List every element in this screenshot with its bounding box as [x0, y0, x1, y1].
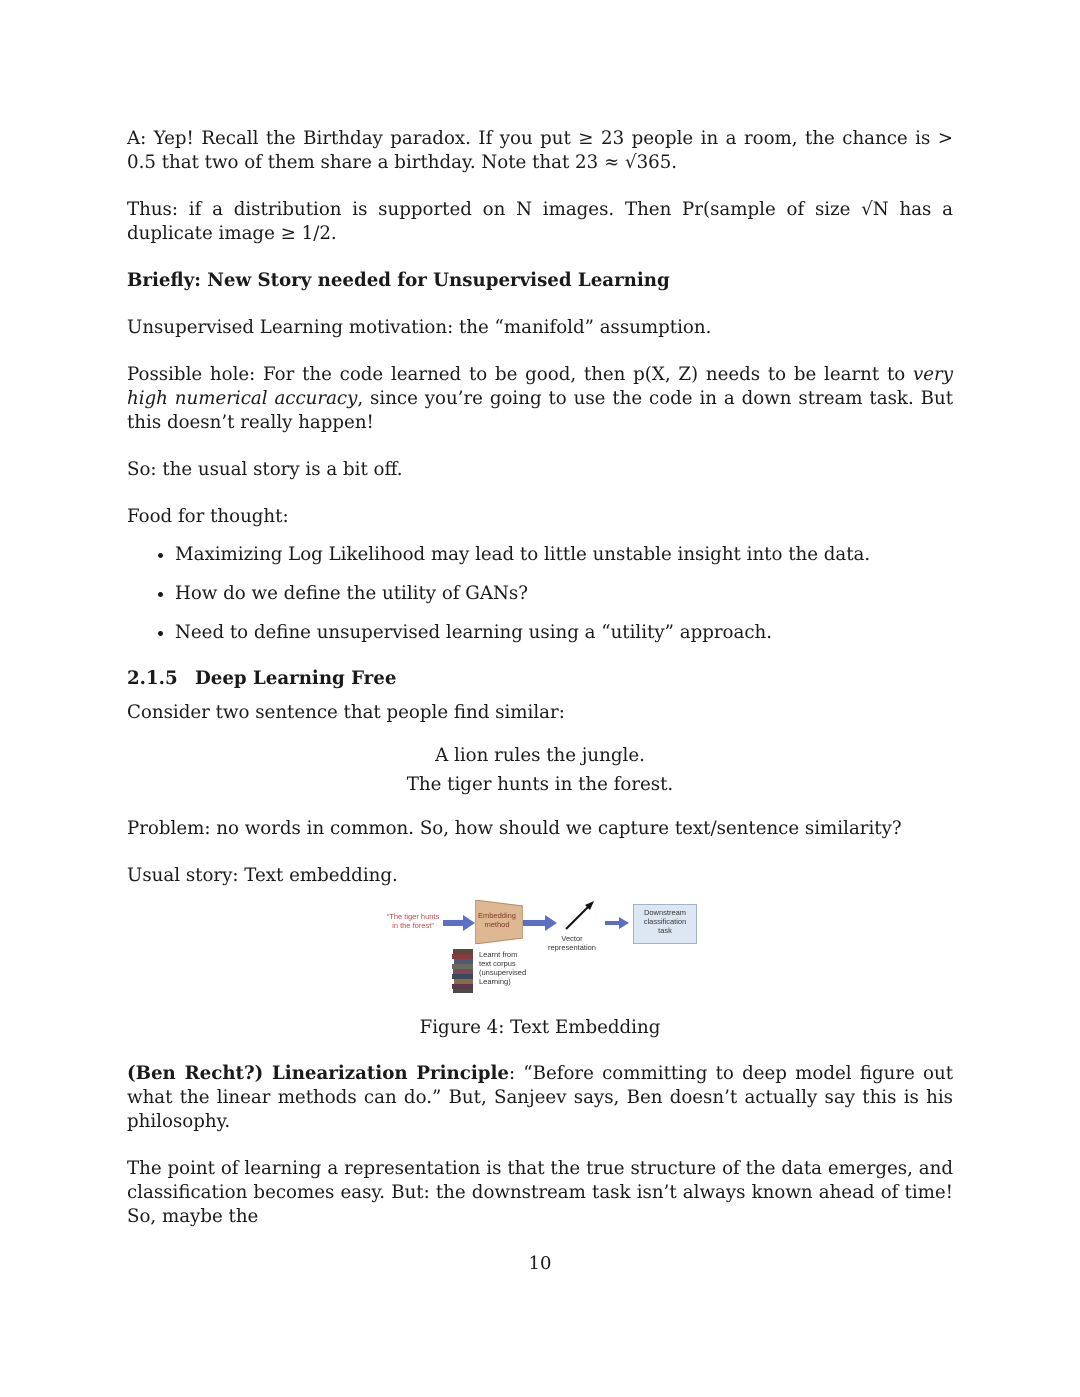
embedding-method-label: Embedding method: [478, 911, 516, 929]
linearization-paragraph: [127, 1062, 953, 1134]
thought-list: [127, 543, 953, 645]
possible-hole-text-b: , since you’re going to use the code in a down stream task. But this doesn’t really happen!: [127, 388, 953, 433]
example-sentences: [127, 741, 953, 799]
books-icon: [451, 948, 475, 994]
linearization-text: : “Before committing to deep model figure out what the linear methods can do.” But, Sanjeev says, Ben doesn’t actually say this is his philosophy.: [127, 1063, 953, 1132]
arrow-icon: [443, 915, 475, 931]
usual-story-paragraph: So: the usual story is a bit off.: [127, 459, 403, 480]
distribution-paragraph: Thus: if a distribution is supported on N images. Then Pr(sample of size √N has a duplicate image ≥ 1/2.: [127, 199, 953, 244]
consider-paragraph: Consider two sentence that people find similar:: [127, 702, 565, 723]
motivation-paragraph: Unsupervised Learning motivation: the “manifold” assumption.: [127, 317, 712, 338]
list-item: • How do we define the utility of GANs?: [175, 582, 953, 606]
vector-representation-label: Vector representation: [548, 934, 596, 952]
figure-caption: Figure 4: Text Embedding: [419, 1017, 661, 1038]
section-heading: [127, 667, 953, 691]
arrow-icon: [605, 917, 629, 929]
possible-hole-italic: very high numerical accuracy: [127, 364, 953, 409]
sentence-two: The tiger hunts in the forest.: [406, 774, 674, 795]
corpus-label: Learnt from text corpus (unsupervised Learning): [479, 950, 527, 986]
food-for-thought: Food for thought:: [127, 506, 289, 527]
briefly-heading: Briefly: New Story needed for Unsupervised Learning: [127, 270, 670, 291]
text-embedding-paragraph: Usual story: Text embedding.: [127, 865, 398, 886]
problem-paragraph: Problem: no words in common. So, how should we capture text/sentence similarity?: [127, 818, 902, 839]
representation-paragraph: The point of learning a representation is that the true structure of the data emerges, and classification becomes easy. But: the downstream task isn’t always known ahead of time! So, maybe the: [127, 1158, 953, 1227]
input-text: “The tiger hunts in the forest”: [386, 912, 440, 930]
sentence-one: A lion rules the jungle.: [435, 745, 645, 766]
vector-icon: [563, 898, 597, 932]
list-item: • Maximizing Log Likelihood may lead to little unstable insight into the data.: [175, 543, 953, 567]
arrow-icon: [523, 915, 557, 931]
possible-hole-text-a: Possible hole: For the code learned to be good, then p(X, Z) needs to be learnt to: [127, 364, 913, 385]
page-number: 10: [528, 1253, 552, 1274]
linearization-title: (Ben Recht?) Linearization Principle: [127, 1063, 509, 1084]
text-embedding-figure: [127, 898, 953, 1016]
possible-hole-paragraph: [127, 363, 953, 435]
downstream-task-label: Downstream classification task: [643, 908, 687, 935]
list-item: • Need to define unsupervised learning using a “utility” approach.: [175, 621, 953, 645]
page-content: [127, 127, 953, 1252]
birthday-paragraph: A: Yep! Recall the Birthday paradox. If you put ≥ 23 people in a room, the chance is > 0.5 that two of them share a birthday. Note that 23 ≈ √365.: [127, 128, 953, 173]
section-title: Deep Learning Free: [195, 668, 397, 689]
section-number: 2.1.5: [127, 668, 178, 689]
